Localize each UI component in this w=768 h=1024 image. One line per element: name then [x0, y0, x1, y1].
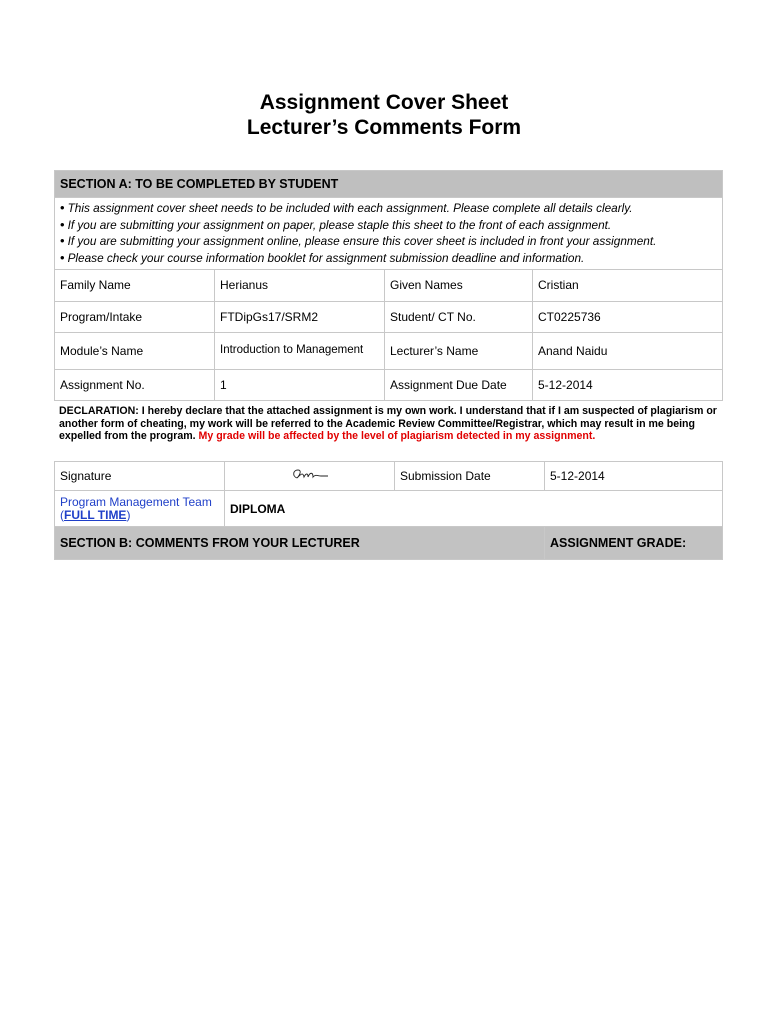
module-name-label: Module’s Name — [55, 332, 215, 369]
bullet-icon: • — [60, 200, 65, 215]
plagiarism-warning: My grade will be affected by the level of plagiarism detected in my assignment. — [198, 430, 596, 443]
handwritten-signature — [288, 466, 332, 484]
assignment-grade-label: ASSIGNMENT GRADE: — [545, 527, 723, 560]
program-intake-field[interactable]: FTDipGs17/SRM2 — [215, 301, 385, 332]
bullet-icon: • — [60, 233, 65, 249]
family-name-label: Family Name — [55, 269, 215, 301]
module-name-field[interactable]: Introduction to Management — [215, 332, 385, 369]
student-ct-no-label: Student/ CT No. — [385, 301, 533, 332]
due-date-label: Assignment Due Date — [385, 369, 533, 400]
instructions-cell — [55, 198, 723, 270]
instruction-item: • If you are submitting your assignment on paper, please staple this sheet to the front of each assignment. — [60, 216, 612, 232]
assignment-no-label: Assignment No. — [55, 369, 215, 400]
document-subtitle: Lecturer’s Comments Form — [246, 116, 522, 139]
bullet-icon: • — [60, 250, 65, 266]
submission-table — [54, 461, 723, 560]
instruction-item: • This assignment cover sheet needs to be included with each assignment. Please complete all details clearly. — [60, 200, 633, 215]
submission-date-field[interactable]: 5-12-2014 — [545, 462, 723, 491]
signature-label: Signature — [55, 462, 225, 491]
section-a-heading: SECTION A: TO BE COMPLETED BY STUDENT — [55, 171, 723, 198]
document-title: Assignment Cover Sheet — [259, 91, 509, 114]
program-team-label: Program Management Team (FULL TIME) — [55, 491, 225, 527]
lecturer-name-label: Lecturer’s Name — [385, 332, 533, 369]
instruction-item: • If you are submitting your assignment online, please ensure this cover sheet is included in front your assignment. — [60, 233, 657, 249]
due-date-field[interactable]: 5-12-2014 — [533, 369, 723, 400]
full-time-link[interactable]: FULL TIME — [64, 507, 127, 522]
program-intake-label: Program/Intake — [55, 301, 215, 332]
bullet-icon: • — [60, 216, 65, 232]
declaration-block — [59, 405, 719, 443]
submission-date-label: Submission Date — [395, 462, 545, 491]
section-b-heading: SECTION B: COMMENTS FROM YOUR LECTURER — [55, 527, 545, 560]
student-ct-no-field[interactable]: CT0225736 — [533, 301, 723, 332]
signature-field[interactable] — [225, 462, 395, 491]
declaration-text: DECLARATION: I hereby declare that the attached assignment is my own work. I understand that if I am suspected of plagiarism or another form of cheating, my work will be referred to the Academic Review Committee/Registrar, which may result in me being expelled from the program. — [59, 405, 717, 443]
family-name-field[interactable]: Herianus — [215, 269, 385, 301]
lecturer-name-field[interactable]: Anand Naidu — [533, 332, 723, 369]
diploma-field: DIPLOMA — [225, 491, 723, 527]
instruction-item: • Please check your course information booklet for assignment submission deadline and information. — [60, 250, 585, 266]
assignment-no-field[interactable]: 1 — [215, 369, 385, 400]
given-names-field[interactable]: Cristian — [533, 269, 723, 301]
section-a-table — [54, 170, 723, 401]
given-names-label: Given Names — [385, 269, 533, 301]
